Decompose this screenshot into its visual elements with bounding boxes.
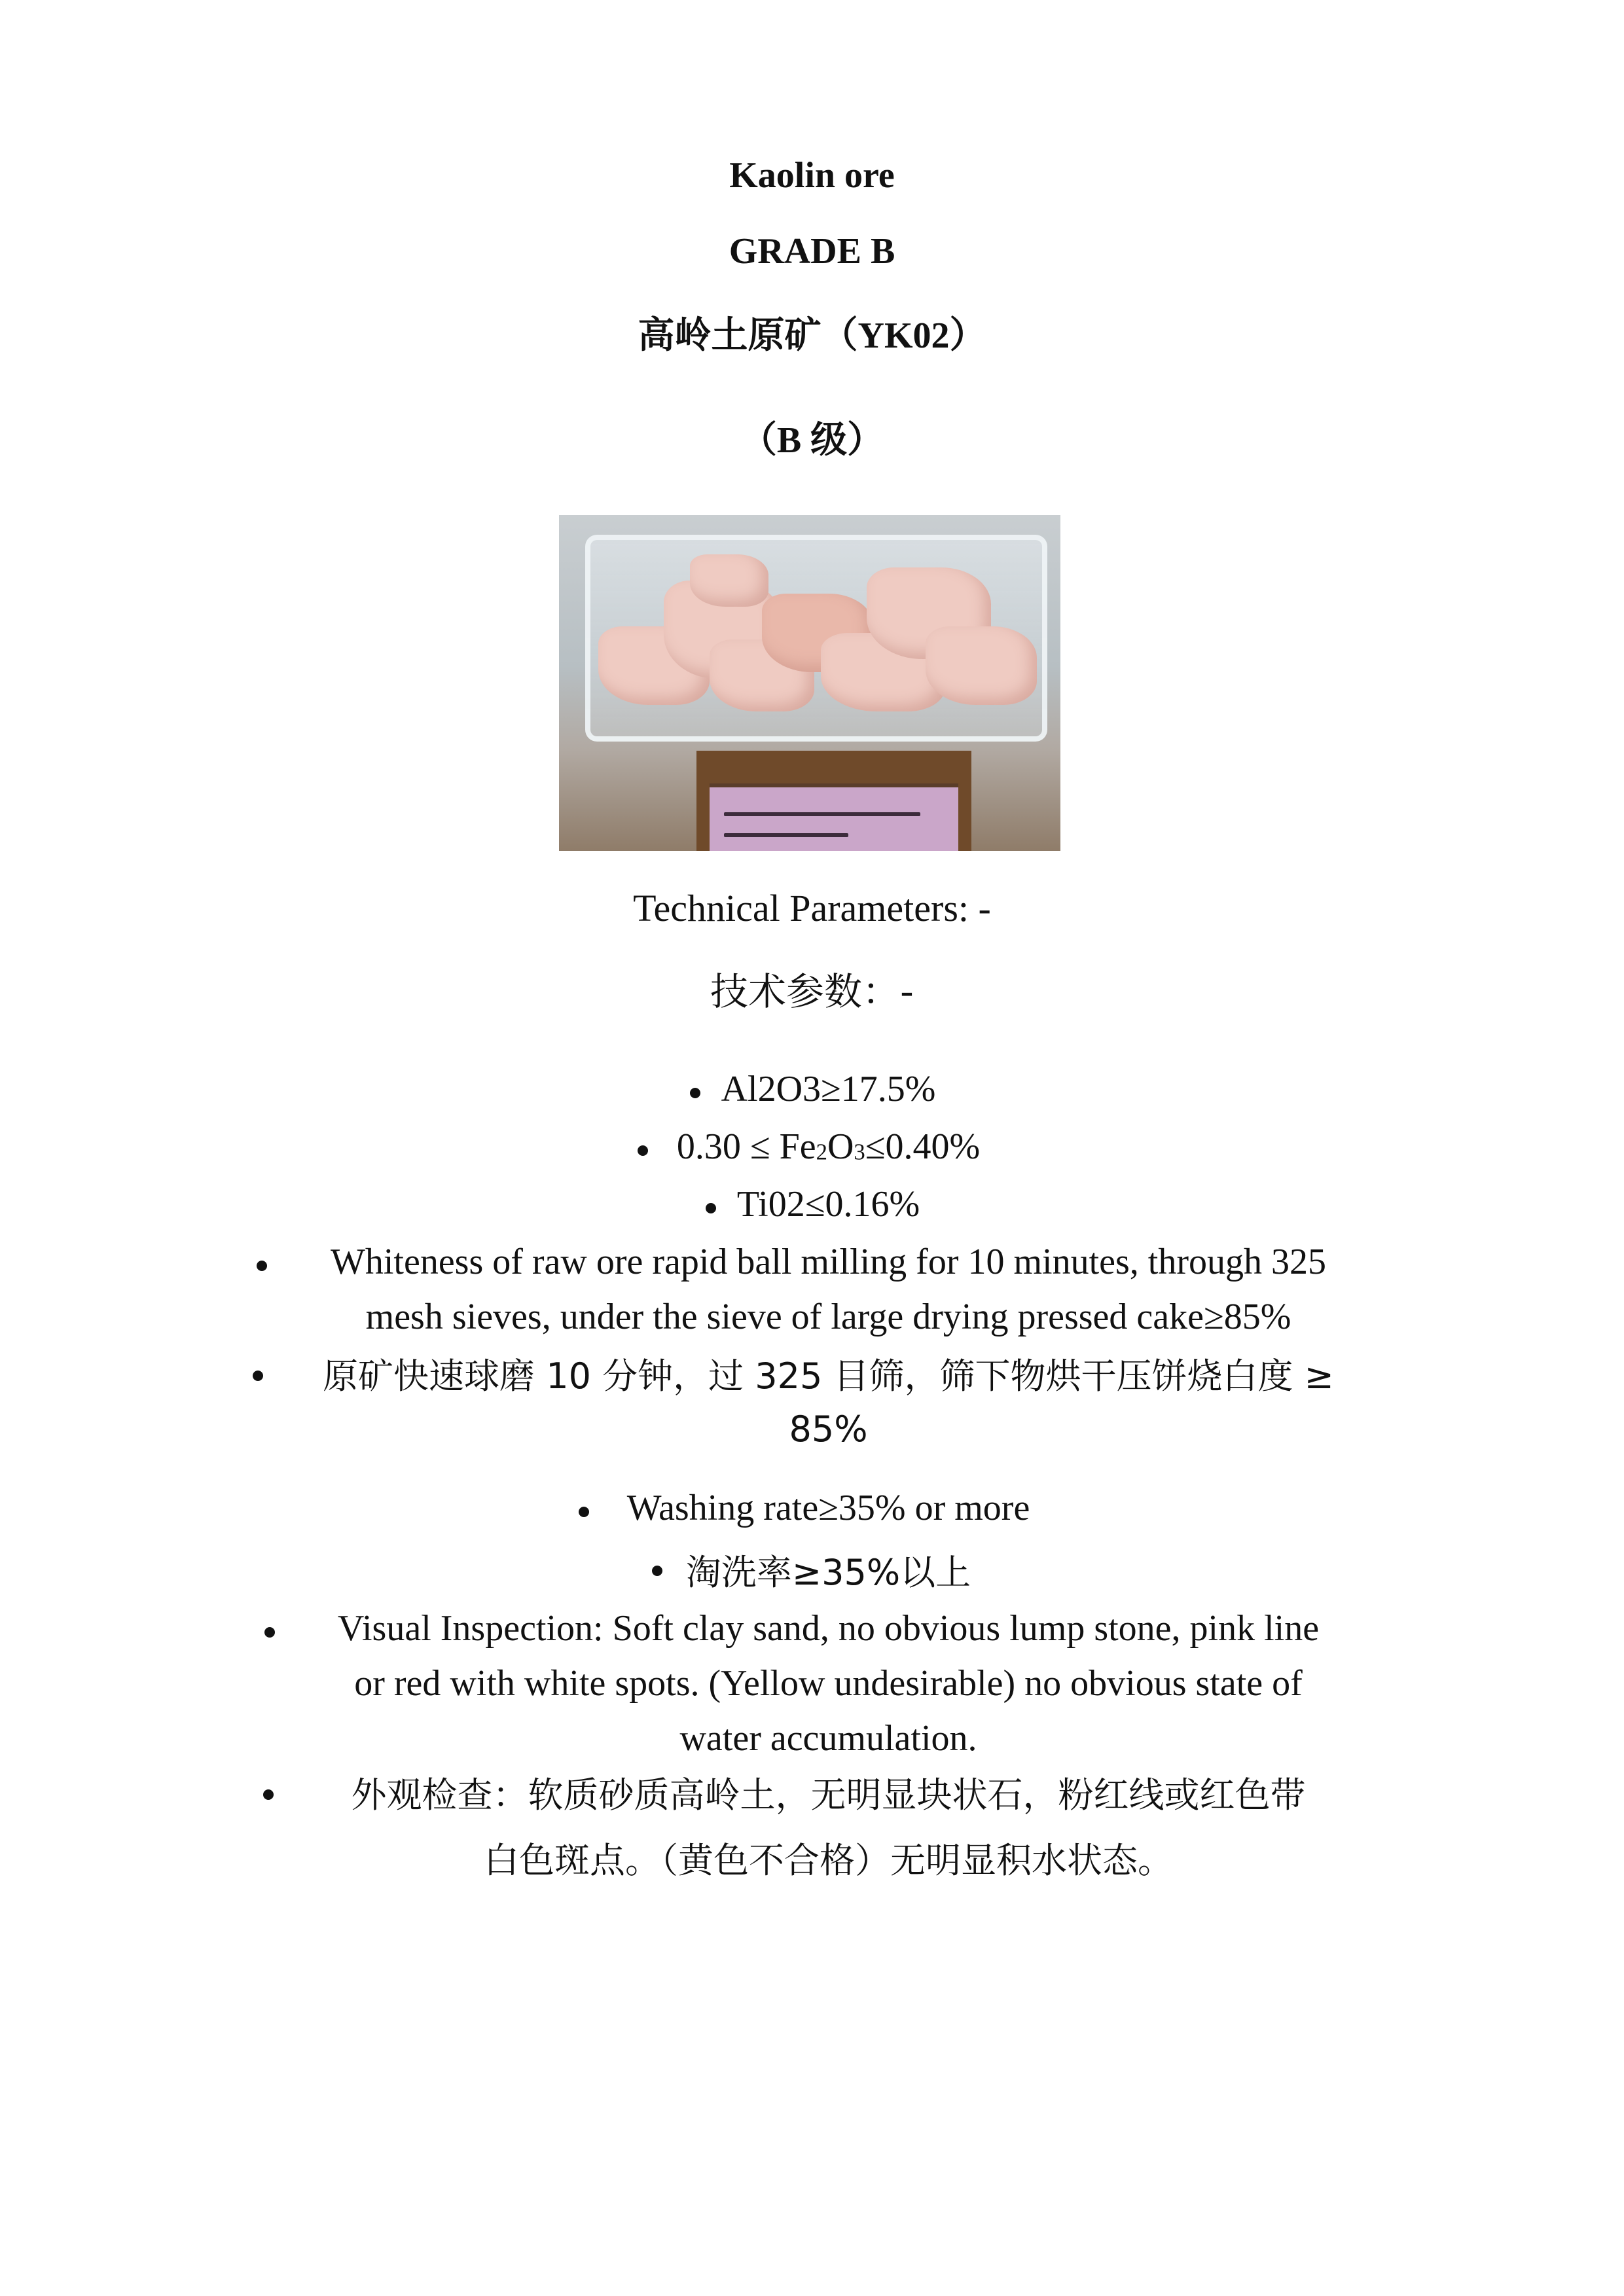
visual-cn-line1: 外观检查：软质砂质高岭土，无明显块状石，粉红线或红色带 bbox=[351, 1774, 1306, 1816]
param-tio2: Ti02≤0.16% bbox=[736, 1184, 920, 1225]
washing-en: Washing rate≥35% or more bbox=[626, 1488, 1030, 1528]
product-label bbox=[710, 783, 958, 851]
title-en: Kaolin ore bbox=[729, 155, 895, 196]
title-cn: 高岭土原矿（YK02） bbox=[638, 315, 986, 356]
technical-heading-en: Technical Parameters: - bbox=[633, 887, 991, 929]
param-fe2o3: 0.30 ≤ Fe2O3≤0.40% bbox=[676, 1126, 981, 1167]
visual-en-line2: or red with white spots. (Yellow undesirable) no obvious state of bbox=[354, 1663, 1303, 1704]
whiteness-en-line2: mesh sieves, under the sieve of large drying pressed cake≥85% bbox=[365, 1297, 1291, 1337]
visual-en-line1: Visual Inspection: Soft clay sand, no obvious lump stone, pink line bbox=[337, 1608, 1320, 1649]
grade-cn: （B 级） bbox=[740, 420, 884, 461]
visual-cn-line2: 白色斑点。（黄色不合格）无明显积水状态。 bbox=[484, 1840, 1173, 1881]
washing-cn: 淘洗率≥35%以上 bbox=[685, 1552, 971, 1593]
visual-en-line3: water accumulation. bbox=[679, 1718, 977, 1759]
technical-heading-cn: 技术参数：- bbox=[710, 969, 914, 1014]
whiteness-cn-line2: 85% bbox=[789, 1408, 868, 1450]
grade-en: GRADE B bbox=[729, 231, 895, 272]
param-al2o3: Al2O3≥17.5% bbox=[721, 1069, 936, 1109]
whiteness-en-line1: Whiteness of raw ore rapid ball milling for 10 minutes, through 325 bbox=[330, 1242, 1327, 1282]
whiteness-cn-line1: 原矿快速球磨 10 分钟，过 325 目筛，筛下物烘干压饼烧白度 ≥ bbox=[323, 1355, 1334, 1397]
kaolin-ore-photo bbox=[559, 515, 1060, 851]
